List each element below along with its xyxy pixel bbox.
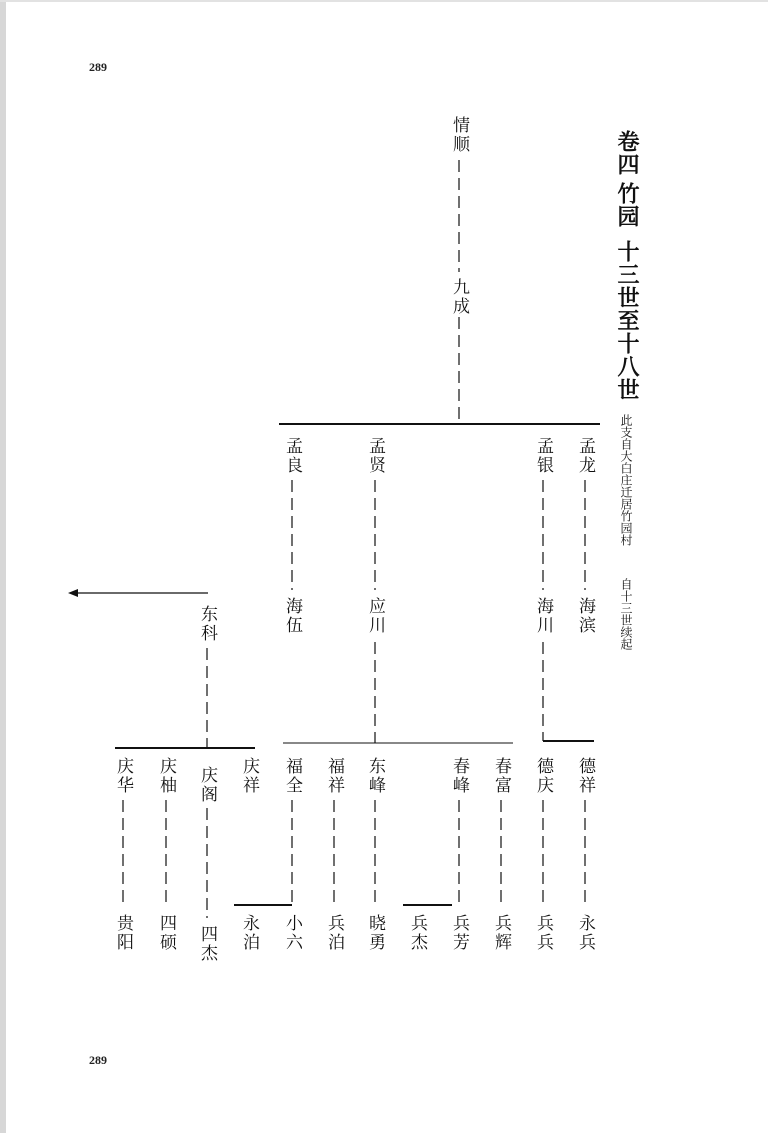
person-chunfu: 春富 — [491, 757, 511, 795]
person-yongbo: 永泊 — [239, 914, 259, 952]
person-binghui: 兵辉 — [491, 914, 511, 952]
person-chunfeng: 春峰 — [449, 757, 469, 795]
person-qinghua: 庆华 — [113, 757, 133, 795]
person-xiaoyong: 晓勇 — [365, 914, 385, 952]
person-deqing: 德庆 — [533, 757, 553, 795]
page-number-top: 289 — [89, 60, 107, 74]
person-sishuo: 四硕 — [156, 914, 176, 952]
person-mengliang: 孟良 — [282, 437, 302, 475]
person-dongke: 东科 — [197, 605, 217, 643]
person-haibin: 海滨 — [575, 597, 595, 635]
person-bingbing: 兵兵 — [533, 914, 553, 952]
person-qingyou: 庆柚 — [156, 757, 176, 795]
person-fuxiang: 福祥 — [324, 757, 344, 795]
person-bingjie: 兵杰 — [407, 914, 427, 952]
person-yongbing: 永兵 — [575, 914, 595, 952]
person-mengxian: 孟贤 — [365, 437, 385, 475]
person-qingxiang: 庆祥 — [239, 757, 259, 795]
person-dexiang: 德祥 — [575, 757, 595, 795]
arrow-left-icon — [68, 589, 78, 597]
person-jiucheng: 九成 — [449, 278, 469, 316]
person-xiaoliu: 小六 — [282, 914, 302, 952]
person-guiyang: 贵阳 — [113, 914, 133, 952]
person-bingbo: 兵泊 — [324, 914, 344, 952]
volume-title: 卷四 — [614, 130, 640, 176]
branch-note-continued: 自十三世续起 — [619, 578, 633, 650]
person-menglong: 孟龙 — [575, 437, 595, 475]
person-sijie: 四杰 — [197, 925, 217, 963]
person-bingfang: 兵芳 — [449, 914, 469, 952]
generations-title: 十三世至十八世 — [614, 240, 640, 401]
person-qingge: 庆阁 — [197, 766, 217, 804]
person-qingshun: 情顺 — [449, 116, 469, 154]
person-fuquan: 福全 — [282, 757, 302, 795]
person-haichuan: 海川 — [533, 597, 553, 635]
place-title: 竹园 — [614, 182, 640, 228]
person-yingchuan: 应川 — [365, 597, 385, 635]
branch-note: 此支自大白庄迁居竹园村 — [619, 414, 633, 546]
page-number-bottom: 289 — [89, 1053, 107, 1067]
person-haiwu: 海伍 — [282, 597, 302, 635]
person-mengyin: 孟银 — [533, 437, 553, 475]
person-dongfeng: 东峰 — [365, 757, 385, 795]
